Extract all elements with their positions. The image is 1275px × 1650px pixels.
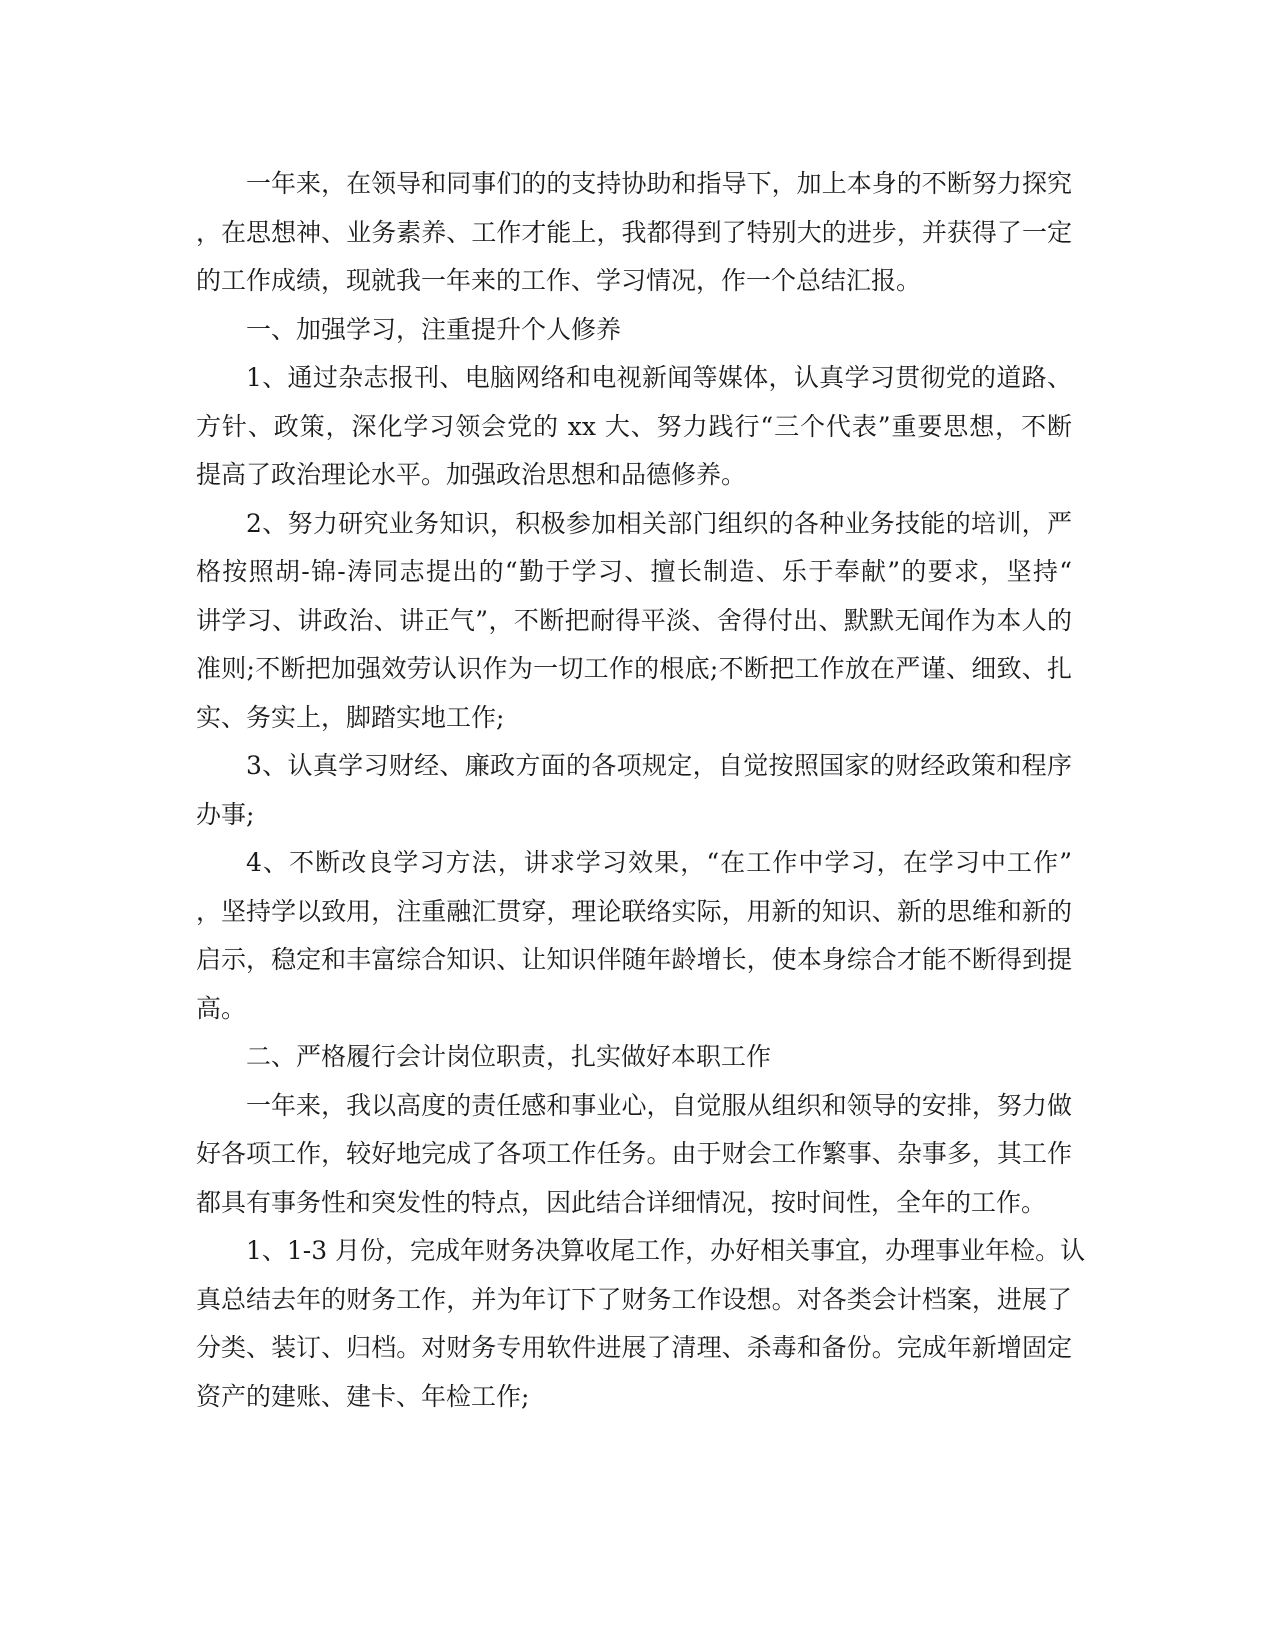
paragraph-item-1-3 <box>196 742 1072 839</box>
text-line: 真总结去年的财务工作，并为年订下了财务工作设想。对各类会计档案，进展了 <box>196 1284 1072 1314</box>
paragraph-intro <box>196 160 1072 306</box>
text-line: 高。 <box>196 993 247 1023</box>
text-line: ，坚持学以致用，注重融汇贯穿，理论联络实际，用新的知识、新的思维和新的 <box>196 896 1072 926</box>
text-line: 4、不断改良学习方法，讲求学习效果，“在工作中学习，在学习中工作” <box>246 848 1072 877</box>
text-line: ，在思想神、业务素养、工作才能上，我都得到了特别大的进步，并获得了一定 <box>196 217 1072 247</box>
text-line: 实、务实上，脚踏实地工作; <box>196 702 505 732</box>
text-line: 1、通过杂志报刊、电脑网络和电视新闻等媒体，认真学习贯彻党的道路、 <box>246 363 1072 392</box>
paragraph-item-2-1 <box>196 1227 1086 1421</box>
paragraph-2 <box>196 1082 1072 1228</box>
heading-text: 二、严格履行会计岗位职责，扎实做好本职工作 <box>246 1042 772 1071</box>
text-line: 3、认真学习财经、廉政方面的各项规定，自觉按照国家的财经政策和程序 <box>246 751 1072 780</box>
text-line: 好各项工作，较好地完成了各项工作任务。由于财会工作繁事、杂事多，其工作 <box>196 1139 1072 1168</box>
text-line: 办事; <box>196 799 255 829</box>
text-line: 格按照胡-锦-涛同志提出的“勤于学习、擅长制造、乐于奉献”的要求，坚持“ <box>196 557 1072 586</box>
text-line: 方针、政策，深化学习领会党的 xx 大、努力践行“三个代表”重要思想，不断 <box>196 411 1072 441</box>
text-line: 资产的建账、建卡、年检工作; <box>196 1381 530 1411</box>
paragraph-item-1-2 <box>196 500 1072 743</box>
text-line: 的工作成绩，现就我一年来的工作、学习情况，作一个总结汇报。 <box>196 266 922 295</box>
text-line: 讲学习、讲政治、讲正气”，不断把耐得平淡、舍得付出、默默无闻作为本人的 <box>196 605 1072 635</box>
heading-text: 一、加强学习，注重提升个人修养 <box>246 314 622 344</box>
text-line: 2、努力研究业务知识，积极参加相关部门组织的各种业务技能的培训，严 <box>246 508 1072 538</box>
text-line: 分类、装订、归档。对财务专用软件进展了清理、杀毒和备份。完成年新增固定 <box>196 1333 1072 1362</box>
text-line: 准则;不断把加强效劳认识作为一切工作的根底;不断把工作放在严谨、细致、扎 <box>196 654 1072 683</box>
document-body <box>196 160 1086 1421</box>
text-line: 一年来，在领导和同事们的的支持协助和指导下，加上本身的不断努力探究 <box>246 169 1072 198</box>
text-line: 启示，稳定和丰富综合知识、让知识伴随年龄增长，使本身综合才能不断得到提 <box>196 945 1072 974</box>
section-heading-1 <box>196 306 1072 355</box>
text-line: 1、1-3 月份，完成年财务决算收尾工作，办好相关事宜，办理事业年检。认 <box>246 1236 1086 1265</box>
section-heading-2 <box>196 1033 1072 1082</box>
paragraph-item-1-1 <box>196 354 1072 500</box>
text-line: 提高了政治理论水平。加强政治思想和品德修养。 <box>196 460 747 489</box>
text-line: 都具有事务性和突发性的特点，因此结合详细情况，按时间性，全年的工作。 <box>196 1187 1047 1217</box>
paragraph-item-1-4 <box>196 839 1072 1033</box>
text-line: 一年来，我以高度的责任感和事业心，自觉服从组织和领导的安排，努力做 <box>246 1090 1072 1120</box>
